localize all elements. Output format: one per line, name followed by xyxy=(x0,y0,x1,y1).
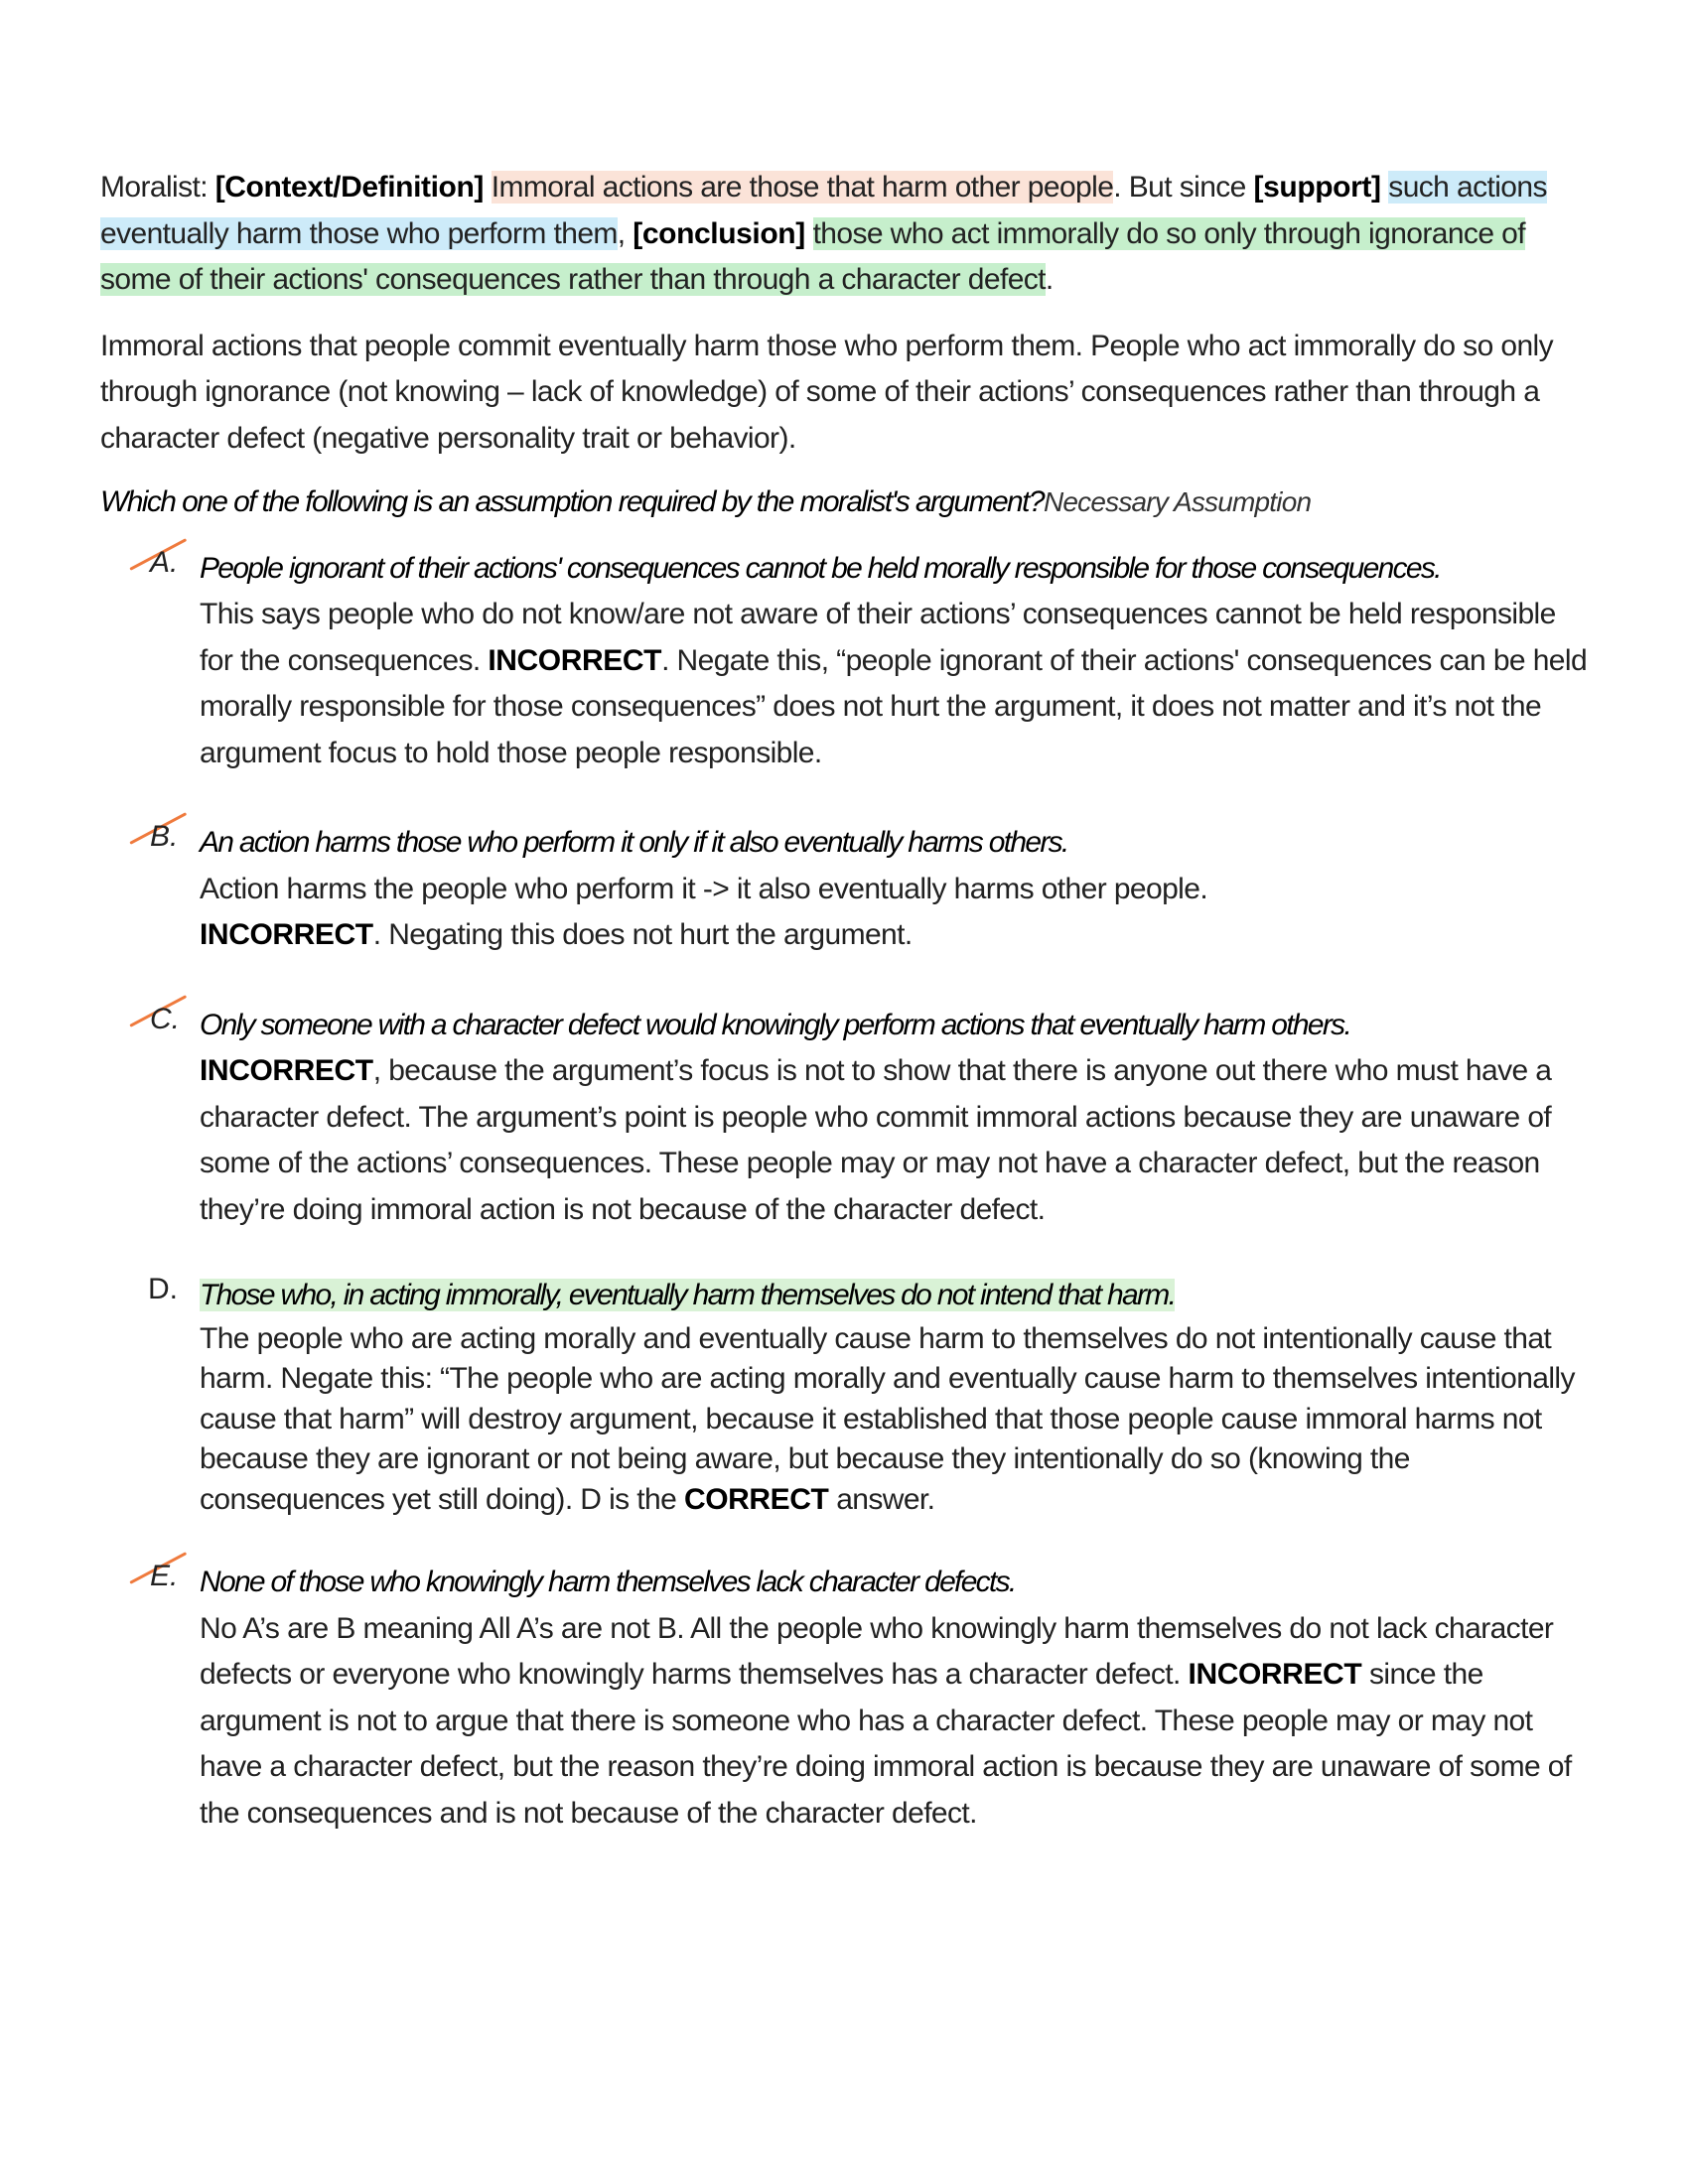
verdict-label: INCORRECT xyxy=(488,643,662,677)
answer-option-c xyxy=(150,1002,1590,1234)
context-highlight: Immoral actions are those that harm other people xyxy=(491,171,1114,204)
paraphrase-paragraph: Immoral actions that people commit eventually harm those who perform them. People who act immorally do so only through ignorance (not knowing – lack of knowledge) of some of their actions’ consequences rather than through a character defect (negative personality trait or behavior). xyxy=(100,329,1554,455)
option-letter: D. xyxy=(148,1273,178,1305)
option-letter: E. xyxy=(150,1560,179,1592)
option-letter: C. xyxy=(150,1002,180,1035)
document-page xyxy=(100,165,1590,1837)
answer-option-a xyxy=(150,545,1590,777)
stimulus-paragraph xyxy=(100,165,1590,304)
option-letter: A. xyxy=(150,545,179,579)
explanation-text: This says people who do not know/are not aware of their actions’ consequences cannot be held responsible for the consequences. xyxy=(200,598,1556,677)
option-text: None of those who knowingly harm themselves lack character defects. xyxy=(200,1566,1016,1598)
explanation-text: No A’s are B meaning All A’s are not B. All the people who knowingly harm themselves do not lack character defects or everyone who knowingly harms themselves has a character defect. xyxy=(200,1611,1554,1691)
explanation-text: answer. xyxy=(828,1482,935,1516)
option-text: People ignorant of their actions' consequences cannot be held morally responsible for those consequences. xyxy=(200,551,1441,585)
explanation-text: , because the argument’s focus is not to show that there is anyone out there who must have a character defect. The argument’s point is people who commit immoral actions because they are unaware of some of the actions’ consequences. These people may or may not have a character defect, but the reason they’re doing immoral action is not because of the character defect. xyxy=(200,1054,1552,1226)
option-letter: B. xyxy=(150,820,179,853)
option-text: Only someone with a character defect would knowingly perform actions that eventually harm others. xyxy=(200,1008,1351,1041)
speaker-label: Moralist: xyxy=(100,171,208,204)
answer-option-d xyxy=(148,1273,1590,1520)
support-highlight: such actions eventually harm those who perform them xyxy=(100,171,1547,250)
conclusion-highlight: those who act immorally do so only through ignorance of some of their actions' consequences rather than through a character defect xyxy=(100,216,1525,296)
stimulus-end: . xyxy=(1045,263,1054,296)
explanation-text: Action harms the people who perform it -> it also eventually harms other people. xyxy=(200,872,1208,905)
conclusion-label: [conclusion] xyxy=(633,216,805,250)
option-text: An action harms those who perform it only if it also eventually harms others. xyxy=(200,826,1068,859)
correct-answer-highlight: Those who, in acting immorally, eventually harm themselves do not intend that harm. xyxy=(200,1279,1176,1311)
question-type: Necessary Assumption xyxy=(1043,486,1312,517)
option-explanation xyxy=(200,592,1590,776)
explanation-text: since the argument is not to argue that there is someone who has a character defect. These people may or may not have a character defect, but the reason they’re doing immoral action is because they are unaware of some of the consequences and is not because of the character defect. xyxy=(200,1658,1572,1830)
explanation-text: . Negating this does not hurt the argument. xyxy=(372,918,913,951)
verdict-label: INCORRECT xyxy=(200,918,373,951)
support-label: [support] xyxy=(1253,171,1381,204)
explanation-text: The people who are acting morally and eventually cause harm to themselves do not intentionally cause that harm. Negate this: “The people who are acting morally and eventually cause harm to themselves intentionally cause that harm” will destroy argument, because it established that those people cause immoral harms not because they are ignorant or not being aware, but because they intentionally do so (knowing the consequences yet still doing). D is the xyxy=(200,1321,1575,1516)
verdict-label: INCORRECT xyxy=(1188,1658,1362,1691)
answer-option-e xyxy=(150,1560,1590,1837)
question-stem xyxy=(100,479,1590,526)
option-text-wrap xyxy=(200,1273,1590,1319)
option-explanation xyxy=(200,1319,1590,1521)
option-explanation xyxy=(200,1606,1590,1838)
answer-option-b xyxy=(150,820,1590,959)
option-explanation xyxy=(200,867,1590,959)
verdict-label: INCORRECT xyxy=(200,1054,373,1087)
connector-text-2: , xyxy=(617,216,633,250)
explanation-text: . Negate this, “people ignorant of their actions' consequences can be held morally responsible for those consequences” does not hurt the argument, it does not matter and it’s not the argument focus to hold those people responsible. xyxy=(200,643,1588,769)
verdict-label: CORRECT xyxy=(683,1482,829,1516)
option-explanation xyxy=(200,1048,1590,1233)
question-text: Which one of the following is an assumption required by the moralist's argument? xyxy=(100,485,1044,518)
context-label: [Context/Definition] xyxy=(214,171,484,204)
connector-text: . But since xyxy=(1113,171,1254,204)
